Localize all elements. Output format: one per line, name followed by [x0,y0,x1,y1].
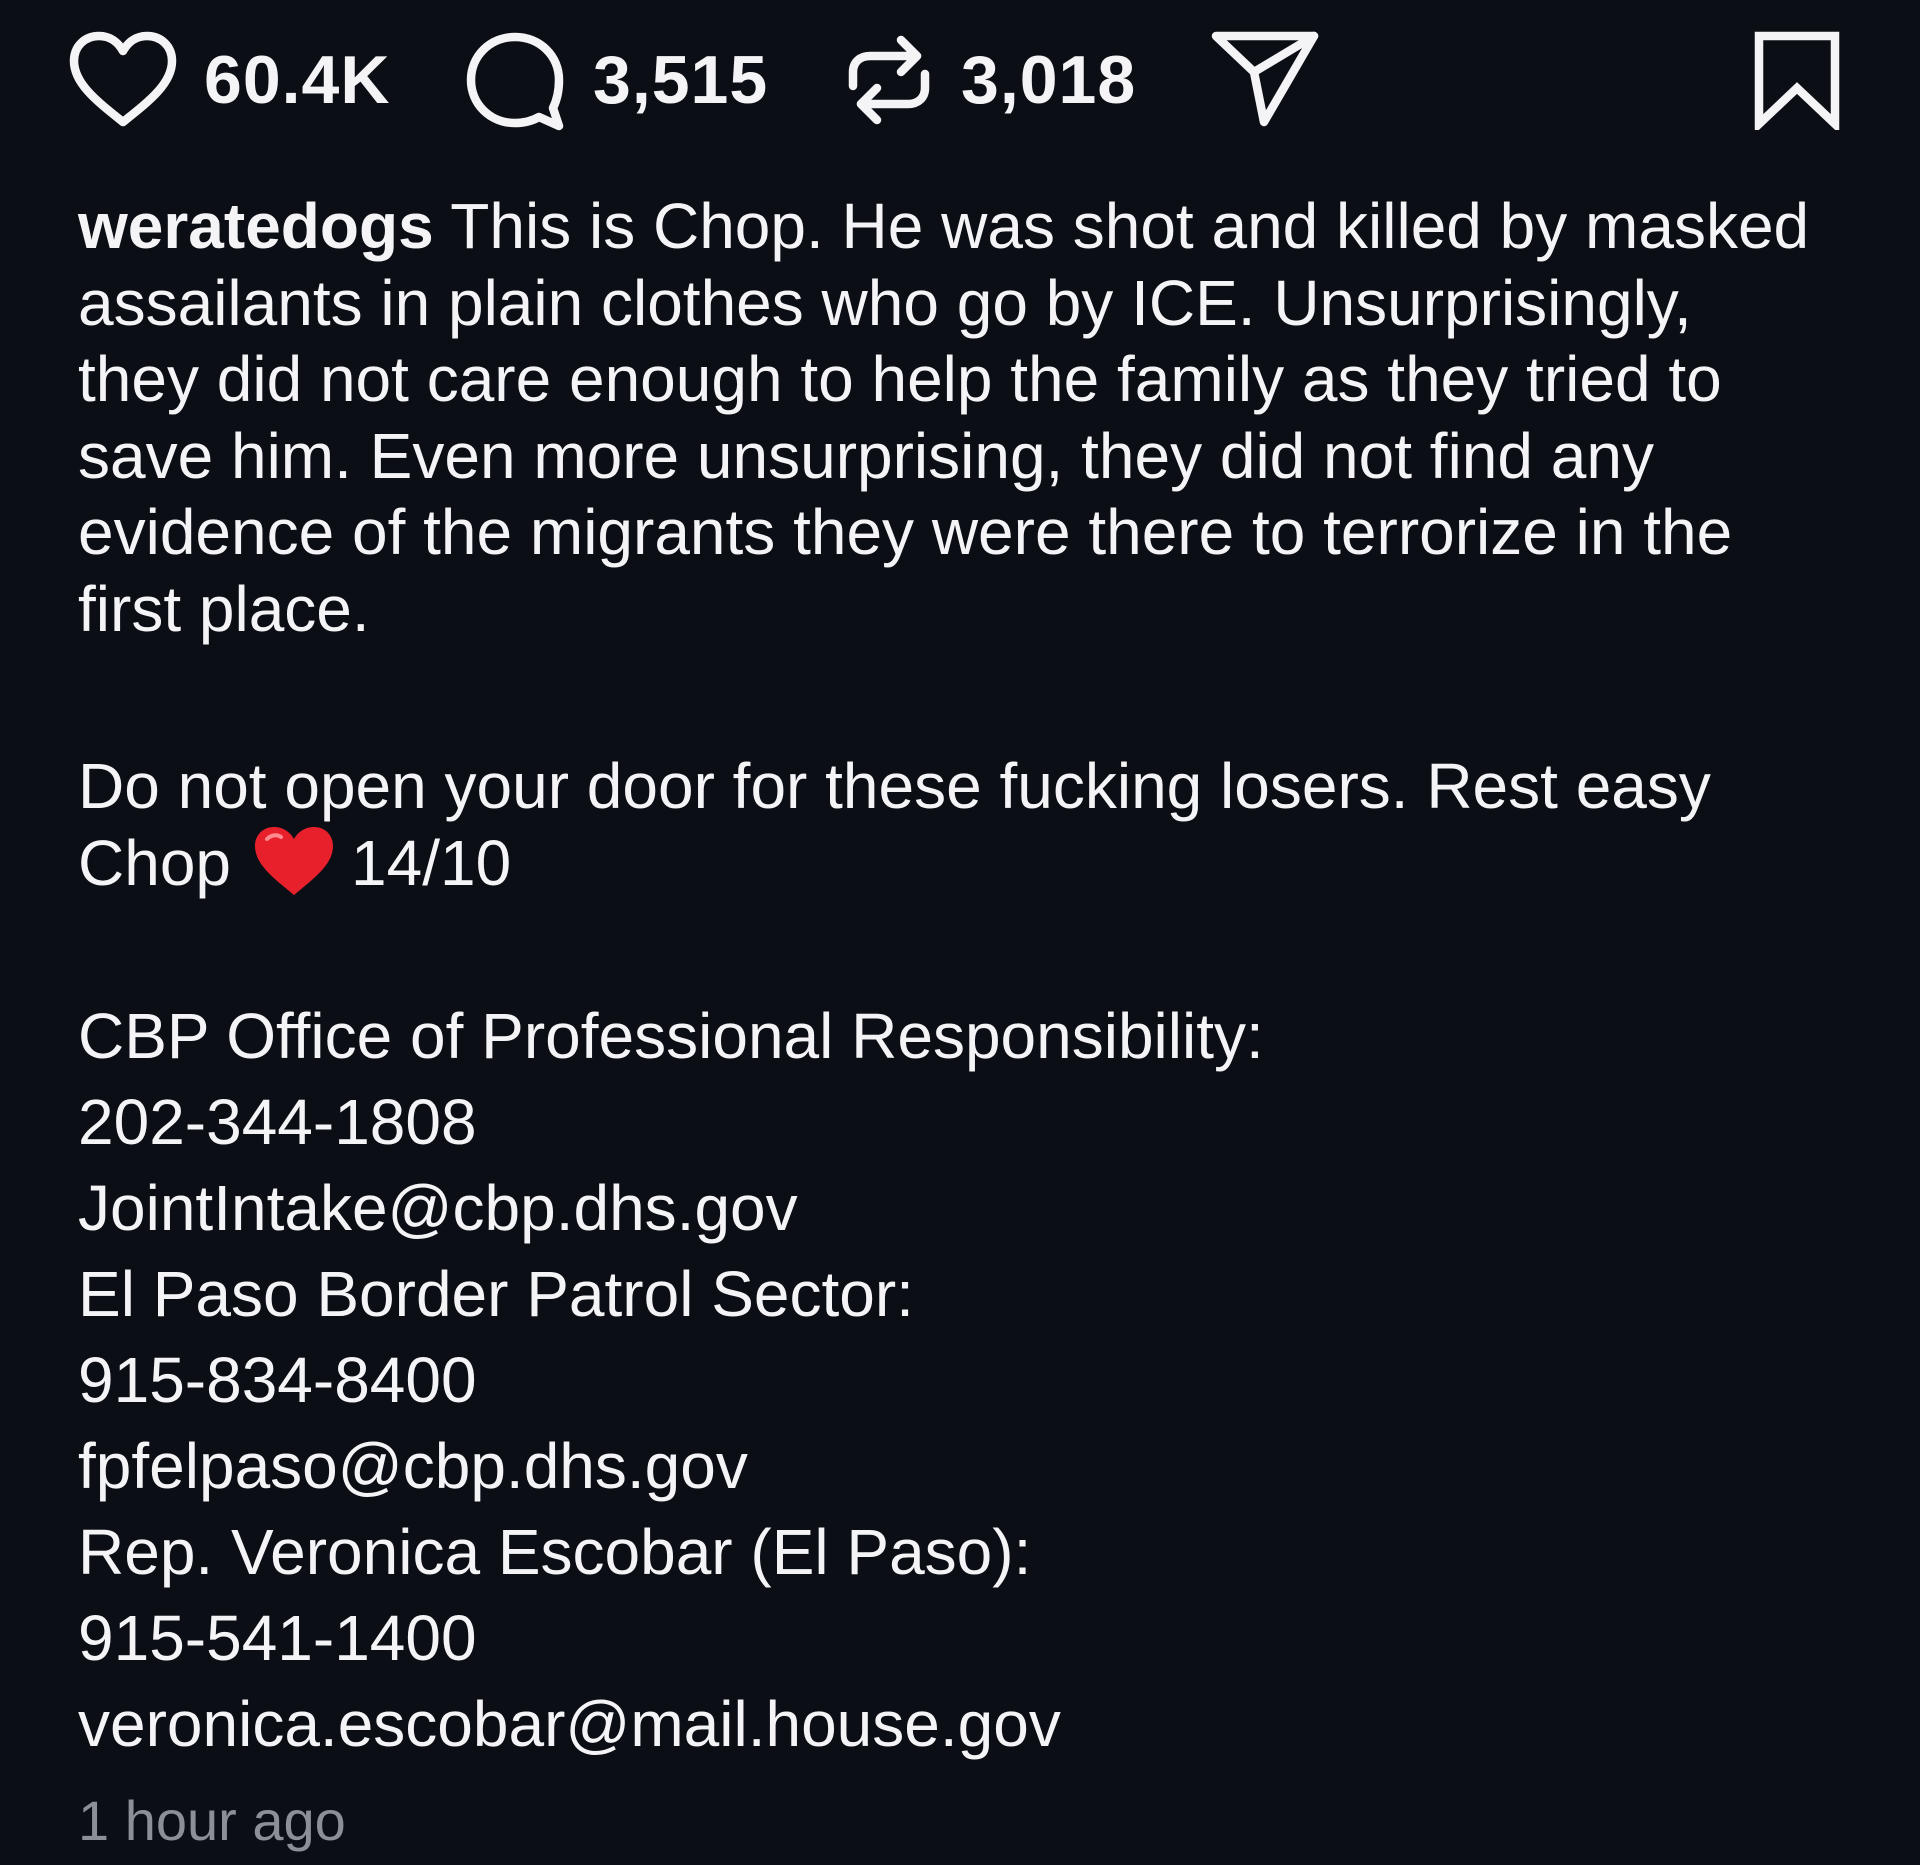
bookmark-icon[interactable] [1751,30,1843,130]
contact-line-elpaso-heading: El Paso Border Patrol Sector: [78,1258,914,1330]
repost-count[interactable]: 3,018 [961,42,1137,118]
comment-count[interactable]: 3,515 [593,42,769,118]
share-button[interactable] [1210,28,1320,132]
like-count[interactable]: 60.4K [204,42,391,118]
caption-paragraph-2 [78,748,1818,901]
post-action-bar [68,28,1848,132]
contact-line-rep-phone[interactable]: 915-541-1400 [78,1602,477,1674]
comment-icon[interactable] [463,28,567,132]
like-button[interactable] [68,28,390,132]
contact-line-elpaso-phone[interactable]: 915-834-8400 [78,1344,477,1416]
username-link[interactable]: weratedogs [78,190,434,262]
save-button[interactable] [1751,28,1843,132]
comment-button[interactable] [463,28,768,132]
share-icon[interactable] [1210,28,1320,132]
contact-line-rep-heading: Rep. Veronica Escobar (El Paso): [78,1516,1032,1588]
contact-line-elpaso-email[interactable]: fpfelpaso@cbp.dhs.gov [78,1430,748,1502]
caption-text: This is Chop. He was shot and killed by masked assailants in plain clothes who go by ICE. Unsurprisingly, they did not care enough to help the family as they tried to save him. Even more unsurprising, they did not find any evidence of the migrants they were there to terrorize in the first place. [78,190,1810,645]
contact-line-cbp-heading: CBP Office of Professional Responsibility: [78,1000,1264,1072]
post-timestamp: 1 hour ago [78,1789,346,1852]
repost-icon[interactable] [843,28,935,132]
heart-icon[interactable] [68,30,178,130]
rating-text: 14/10 [351,826,512,899]
red-heart-emoji-icon [253,825,335,897]
caption-text-2: Do not open your door for these fucking losers. Rest easy Chop [78,750,1711,899]
repost-button[interactable] [843,28,1136,132]
contact-list [78,993,1818,1767]
contact-line-rep-email[interactable]: veronica.escobar@mail.house.gov [78,1688,1061,1760]
contact-line-cbp-email[interactable]: JointIntake@cbp.dhs.gov [78,1172,798,1244]
post-caption [78,188,1818,647]
contact-line-cbp-phone[interactable]: 202-344-1808 [78,1086,477,1158]
